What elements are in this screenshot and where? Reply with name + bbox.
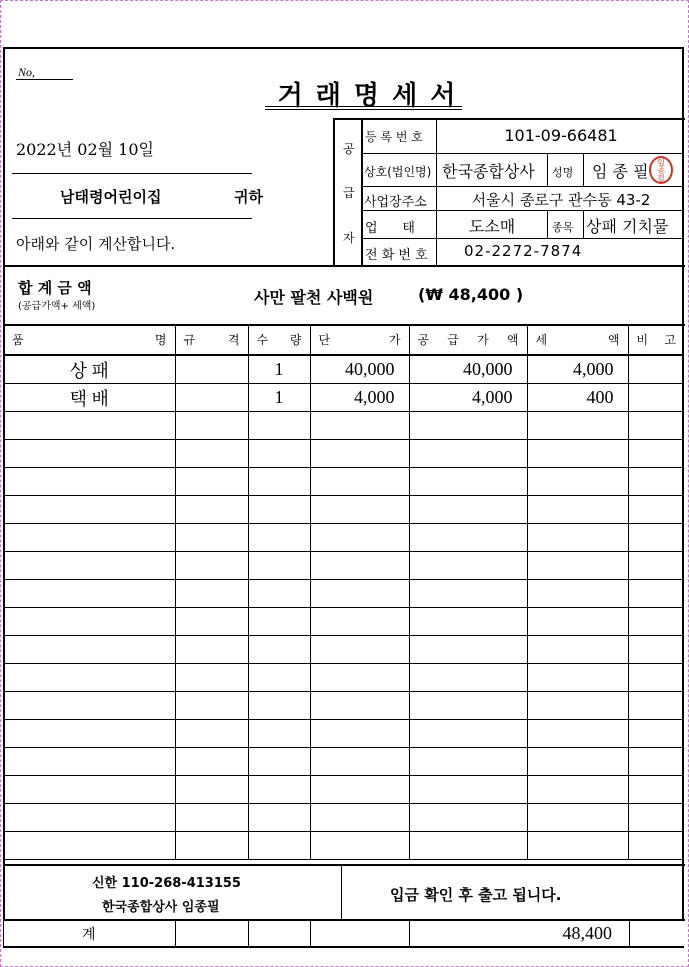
company-value: 한국종합상사 <box>442 162 535 181</box>
empty-cell <box>628 552 684 580</box>
empty-cell <box>628 608 684 636</box>
empty-cell <box>409 720 527 748</box>
item-label: 종목 <box>552 221 574 234</box>
column-header-char: 규 <box>183 333 196 347</box>
empty-cell <box>409 524 527 552</box>
account-holder: 한국종합상사 임종필 <box>102 900 220 915</box>
empty-cell <box>175 748 248 776</box>
item-label-divider-2 <box>583 211 584 238</box>
empty-cell <box>628 496 684 524</box>
name-label: 성명 <box>552 166 574 179</box>
column-header <box>409 325 527 355</box>
cell-price: 4,000 <box>310 384 409 412</box>
empty-cell <box>409 412 527 440</box>
empty-cell <box>527 580 628 608</box>
empty-cell <box>527 804 628 832</box>
cell-note <box>628 384 684 412</box>
cell-supply: 4,000 <box>409 384 527 412</box>
address-value: 서울시 종로구 관수동 43-2 <box>471 191 651 209</box>
empty-cell <box>409 804 527 832</box>
column-header <box>310 325 409 355</box>
empty-cell <box>527 636 628 664</box>
statement-text: 아래와 같이 계산합니다. <box>16 235 176 253</box>
column-header-char: 액 <box>506 333 519 347</box>
reg-label: 등 록 번 호 <box>365 130 423 144</box>
empty-cell <box>175 664 248 692</box>
empty-cell <box>628 832 684 860</box>
empty-cell <box>409 776 527 804</box>
empty-cell <box>409 748 527 776</box>
empty-cell <box>527 832 628 860</box>
supplier-row-2 <box>362 186 684 187</box>
empty-cell <box>628 524 684 552</box>
column-header <box>175 325 248 355</box>
empty-cell <box>175 776 248 804</box>
sum-col-2 <box>248 921 249 946</box>
empty-cell <box>175 468 248 496</box>
empty-cell <box>4 440 175 468</box>
cell-spec <box>175 355 248 384</box>
item-label-divider-1 <box>547 211 548 238</box>
empty-cell <box>175 440 248 468</box>
address-label: 사업장주소 <box>364 195 427 210</box>
name-label-divider-1 <box>547 154 548 186</box>
empty-cell <box>310 636 409 664</box>
column-header-char: 격 <box>227 333 240 347</box>
empty-cell <box>628 636 684 664</box>
empty-cell <box>248 412 310 440</box>
table-row-empty <box>4 496 684 524</box>
empty-cell <box>409 832 527 860</box>
empty-cell <box>4 636 175 664</box>
empty-cell <box>310 720 409 748</box>
empty-cell <box>409 580 527 608</box>
sum-col-4 <box>409 921 410 946</box>
supplier-side-3: 자 <box>343 231 355 245</box>
table-row-empty <box>4 440 684 468</box>
cell-name: 상 패 <box>4 355 175 384</box>
cell-tax: 400 <box>527 384 628 412</box>
total-sub-label: (공급가액+ 세액) <box>18 301 96 312</box>
cell-spec <box>175 384 248 412</box>
table-row <box>4 384 684 412</box>
empty-cell <box>310 664 409 692</box>
total-amount-text: 사만 팔천 사백원 <box>254 288 374 307</box>
table-row-empty <box>4 468 684 496</box>
document-title: 거 래 명 세 서 <box>277 81 458 111</box>
column-header-char: 명 <box>154 333 167 347</box>
column-header-char: 량 <box>289 333 302 347</box>
no-label: No, <box>18 65 36 79</box>
empty-cell <box>527 664 628 692</box>
cell-price: 40,000 <box>310 355 409 384</box>
column-header-char: 공 <box>417 333 430 347</box>
empty-cell <box>527 720 628 748</box>
empty-cell <box>248 608 310 636</box>
business-value: 도소매 <box>468 217 516 236</box>
empty-cell <box>409 692 527 720</box>
empty-cell <box>628 580 684 608</box>
reg-value: 101-09-66481 <box>504 126 618 145</box>
empty-cell <box>175 832 248 860</box>
empty-cell <box>310 496 409 524</box>
cell-tax: 4,000 <box>527 355 628 384</box>
empty-cell <box>310 412 409 440</box>
empty-cell <box>248 524 310 552</box>
empty-cell <box>175 496 248 524</box>
table-row-empty <box>4 776 684 804</box>
empty-cell <box>248 832 310 860</box>
table-row-empty <box>4 524 684 552</box>
column-header <box>248 325 310 355</box>
empty-cell <box>409 496 527 524</box>
footer-divider <box>341 865 342 919</box>
empty-cell <box>628 776 684 804</box>
empty-cell <box>248 720 310 748</box>
empty-cell <box>248 664 310 692</box>
empty-cell <box>4 720 175 748</box>
recipient-divider <box>12 218 252 219</box>
cell-supply: 40,000 <box>409 355 527 384</box>
empty-cell <box>248 552 310 580</box>
no-underline <box>16 79 73 80</box>
empty-cell <box>4 608 175 636</box>
sum-value: 48,400 <box>562 923 612 943</box>
empty-cell <box>310 804 409 832</box>
empty-cell <box>248 776 310 804</box>
column-header <box>527 325 628 355</box>
empty-cell <box>4 664 175 692</box>
footer-top-line <box>4 864 685 866</box>
empty-cell <box>248 440 310 468</box>
empty-cell <box>248 468 310 496</box>
seal-stamp: 임종필 <box>649 156 673 184</box>
empty-cell <box>628 748 684 776</box>
empty-cell <box>4 412 175 440</box>
table-row-empty <box>4 664 684 692</box>
empty-cell <box>175 692 248 720</box>
total-top-line <box>4 265 685 267</box>
phone-label: 전 화 번 호 <box>365 248 428 263</box>
table-row-empty <box>4 748 684 776</box>
cell-note <box>628 355 684 384</box>
empty-cell <box>175 804 248 832</box>
empty-cell <box>175 552 248 580</box>
empty-cell <box>409 468 527 496</box>
empty-cell <box>628 664 684 692</box>
table-row-empty <box>4 412 684 440</box>
sum-col-1 <box>175 921 176 946</box>
empty-cell <box>527 776 628 804</box>
column-header-char: 품 <box>12 333 24 347</box>
column-header-char: 단 <box>318 333 331 347</box>
table-row-empty <box>4 832 684 860</box>
empty-cell <box>628 692 684 720</box>
empty-cell <box>527 468 628 496</box>
column-header <box>4 325 175 355</box>
total-amount-number: (₩ 48,400 ) <box>418 285 524 304</box>
empty-cell <box>175 412 248 440</box>
bank-account: 신한 110-268-413155 <box>92 876 241 891</box>
empty-cell <box>310 608 409 636</box>
empty-cell <box>527 692 628 720</box>
empty-cell <box>175 524 248 552</box>
cell-qty: 1 <box>248 384 310 412</box>
title-underline-2 <box>265 109 462 110</box>
representative-name: 임 종 필 <box>592 162 649 181</box>
empty-cell <box>248 692 310 720</box>
total-label: 합 계 금 액 <box>18 279 92 297</box>
empty-cell <box>310 776 409 804</box>
empty-cell <box>4 524 175 552</box>
empty-cell <box>527 552 628 580</box>
empty-cell <box>175 608 248 636</box>
empty-cell <box>310 552 409 580</box>
column-header-char: 가 <box>477 333 489 347</box>
table-row-empty <box>4 552 684 580</box>
empty-cell <box>628 440 684 468</box>
empty-cell <box>527 412 628 440</box>
empty-cell <box>175 720 248 748</box>
item-value: 상패 기치물 <box>586 217 669 236</box>
empty-cell <box>310 468 409 496</box>
empty-cell <box>310 524 409 552</box>
empty-cell <box>527 440 628 468</box>
empty-cell <box>628 468 684 496</box>
empty-cell <box>248 804 310 832</box>
empty-cell <box>409 440 527 468</box>
empty-cell <box>248 580 310 608</box>
sum-row <box>4 921 685 946</box>
table-row <box>4 355 684 384</box>
supplier-row-4 <box>362 238 684 239</box>
cell-name: 택 배 <box>4 384 175 412</box>
company-label: 상호(법인명) <box>364 165 432 179</box>
column-header-char: 비 <box>636 333 649 347</box>
table-row-empty <box>4 804 684 832</box>
empty-cell <box>248 496 310 524</box>
empty-cell <box>628 720 684 748</box>
issue-date: 2022년 02월 10일 <box>16 140 154 159</box>
empty-cell <box>527 748 628 776</box>
supplier-row-3 <box>362 210 684 211</box>
empty-cell <box>4 832 175 860</box>
column-header-char: 고 <box>664 333 676 347</box>
empty-cell <box>248 636 310 664</box>
empty-cell <box>527 524 628 552</box>
cell-qty: 1 <box>248 355 310 384</box>
supplier-side-divider <box>361 119 363 265</box>
empty-cell <box>409 608 527 636</box>
empty-cell <box>4 804 175 832</box>
sum-col-5 <box>629 921 630 946</box>
empty-cell <box>248 748 310 776</box>
table-row-empty <box>4 580 684 608</box>
phone-value: 02-2272-7874 <box>464 242 583 260</box>
supplier-row-1 <box>362 153 684 154</box>
shipping-notice: 입금 확인 후 출고 됩니다. <box>390 886 562 904</box>
empty-cell <box>527 496 628 524</box>
empty-cell <box>4 496 175 524</box>
empty-cell <box>4 748 175 776</box>
sum-col-3 <box>310 921 311 946</box>
table-row-empty <box>4 720 684 748</box>
empty-cell <box>310 692 409 720</box>
empty-cell <box>409 664 527 692</box>
business-label: 업 태 <box>365 221 415 236</box>
empty-cell <box>409 552 527 580</box>
supplier-side-2: 급 <box>343 186 355 200</box>
empty-cell <box>175 580 248 608</box>
table-row-empty <box>4 636 684 664</box>
supplier-side-1: 공 <box>343 142 355 156</box>
table-row-empty <box>4 608 684 636</box>
column-header-char: 가 <box>388 333 401 347</box>
column-header-char: 수 <box>256 333 269 347</box>
column-header-char: 급 <box>447 333 459 347</box>
title-underline-1 <box>265 106 462 107</box>
items-table <box>4 325 684 860</box>
column-header-char: 세 <box>535 333 548 347</box>
honorific: 귀하 <box>234 188 263 206</box>
empty-cell <box>628 804 684 832</box>
empty-cell <box>4 552 175 580</box>
column-header <box>628 325 684 355</box>
name-label-divider-2 <box>583 154 584 186</box>
empty-cell <box>4 692 175 720</box>
empty-cell <box>175 636 248 664</box>
empty-cell <box>4 580 175 608</box>
table-header-row <box>4 325 684 355</box>
empty-cell <box>310 832 409 860</box>
sum-label: 계 <box>82 927 96 943</box>
empty-cell <box>310 440 409 468</box>
empty-cell <box>4 468 175 496</box>
empty-cell <box>310 748 409 776</box>
table-row-empty <box>4 692 684 720</box>
recipient-name: 남태령어린이집 <box>60 188 162 206</box>
empty-cell <box>310 580 409 608</box>
empty-cell <box>527 608 628 636</box>
empty-cell <box>409 636 527 664</box>
date-divider <box>12 173 252 174</box>
empty-cell <box>628 412 684 440</box>
empty-cell <box>4 776 175 804</box>
column-header-char: 액 <box>607 333 620 347</box>
